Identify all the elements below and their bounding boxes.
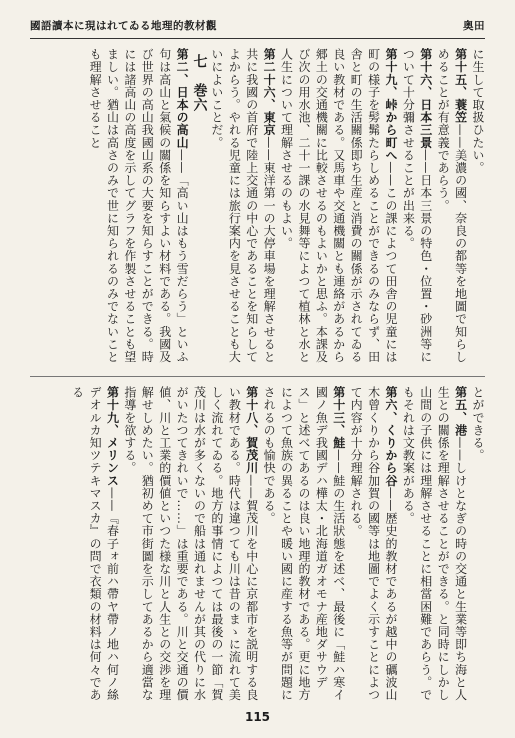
- heading-dash: ——: [262, 136, 277, 162]
- lesson-text: 日本三景の特色・位置・砂洲等について十分彌させることが出来る。: [401, 48, 433, 364]
- lesson-text: 歴史的教材であるが越中の礪波山木曾くりから谷加賀の國等は地圖でよく示すことによつて内容が十分理解される。: [349, 386, 398, 702]
- lesson-text: 美濃の國、奈良の都等を地圖で知らしめることが有意義であらう。: [436, 48, 468, 364]
- lesson-heading: 第二十六、東京: [262, 48, 277, 137]
- running-author: 奥田: [463, 19, 485, 32]
- lesson-paragraph: [68, 386, 120, 706]
- upper-text-block: [32, 48, 486, 368]
- running-header: [30, 12, 485, 39]
- lesson-heading: 第六、くりから谷: [383, 386, 398, 487]
- lesson-paragraph: [434, 48, 469, 368]
- heading-dash: ——: [418, 148, 433, 175]
- lesson-paragraph: [86, 48, 190, 368]
- volume-heading: 七 巻六: [191, 54, 208, 113]
- running-title: 國語讀本に現はれてゐる地理的教材觀: [30, 19, 217, 32]
- lesson-text: 賀茂川を中心に京都市を説明する良い教材である。時代は違つても川は昔のまゝに流れて美しく流れてゐる。地方的事情によつては最後の一節「賀茂川は水が多くないので船は通れませんが其の代りに水がいたつてきれいで……」は重要である。川と交通の價値、川と工業的價値といつた様な川と人生との交渉を理解せしめたい。猶初めて市街圖を示してあるから適當な指導を欲する。: [122, 386, 259, 702]
- lesson-heading: 第十五、蓑笠: [453, 48, 468, 124]
- heading-dash: ——: [175, 148, 190, 175]
- lesson-heading: 第十六、日本三景: [418, 48, 433, 149]
- continuation-text: とができる。: [471, 386, 485, 462]
- continuation-text: に生して取扱ひたい。: [471, 48, 485, 174]
- heading-dash: ——: [383, 486, 398, 513]
- lesson-paragraph: [277, 48, 399, 368]
- lesson-paragraph: [260, 386, 347, 706]
- lesson-heading: 第五、港: [453, 386, 468, 437]
- lesson-paragraph: [120, 386, 259, 706]
- lower-text-block: [32, 386, 486, 706]
- lesson-heading: 第十九、メリンス: [105, 386, 120, 487]
- lesson-text: この課によつて田舎の児童には町の様子を髣髴たらしめることができるのみならず、田舎と町の生活關係即ち生産と消費の關係が示されてゐる良い教材である。又馬車や交通機關とも連絡があるから郷土の交通機關に比較させるのもよいかと思ふ。本課及び次の用水池、二十一課の水見舞等によつて植林と水と人生について理解させるのもよい。: [279, 48, 398, 364]
- heading-dash: ——: [453, 123, 468, 149]
- lesson-paragraph: [399, 48, 434, 368]
- heading-dash: ——: [244, 474, 259, 500]
- middle-divider: [30, 376, 485, 377]
- page-number: 115: [244, 710, 271, 724]
- lesson-text: しけとなぎの時の交通と生業等即ち海と人生との關係を理解させることができる。と同時にしかし山間の子供には理解させることに相當困難であらう。でもそれは文教案がある。: [401, 386, 468, 702]
- lesson-heading: 第十三、鮭: [331, 386, 346, 449]
- lesson-heading: 第十九、峠から町へ: [383, 48, 398, 162]
- lesson-text: 鮭の生活狀態を述べ、最後に「鮭ハ寒イ國ノ魚デ我國デハ樺太・北海道ガオモナ産地ダサウデス」と述べてあるのは良い地理的教材である。更に地方によつて魚族の異ることや暖い國に産する魚等が問題にされるのも愉快である。: [262, 386, 346, 702]
- lesson-paragraph: [347, 386, 399, 706]
- lesson-text: 「高い山はもう雪だらう」といふ句は高山と氣候の關係を知らすよい材料である。我國及び世界の高山我國山系の大要を知らすことができる。時には諸高山の高度を示してグラフを作製させることも望ましい。猶山は高さのみで世に知られるのみでないことも理解させること: [88, 48, 190, 364]
- lesson-paragraph: [399, 386, 469, 706]
- lesson-heading: 第十八、賀茂川: [244, 386, 259, 475]
- heading-dash: ——: [383, 161, 398, 187]
- lesson-heading: 第二、日本の高山: [175, 48, 190, 149]
- lesson-paragraph: [208, 48, 278, 368]
- heading-dash: ——: [331, 449, 346, 475]
- heading-dash: ——: [453, 436, 468, 462]
- heading-dash: ——: [105, 486, 120, 513]
- lesson-text: 東洋第一の大停車場を理解させると共に我國の首府で陸上交通の中心であることを知らしてよからう。やれる児童には旅行案内を見させることも大いによいことだ。: [209, 48, 277, 364]
- lesson-text: 『春子ォ前ハ帶ヤ帶ノ地ハ何ノ絲デオルカ知ツテキマスカ』の問で衣類の材料は何々である: [70, 386, 120, 702]
